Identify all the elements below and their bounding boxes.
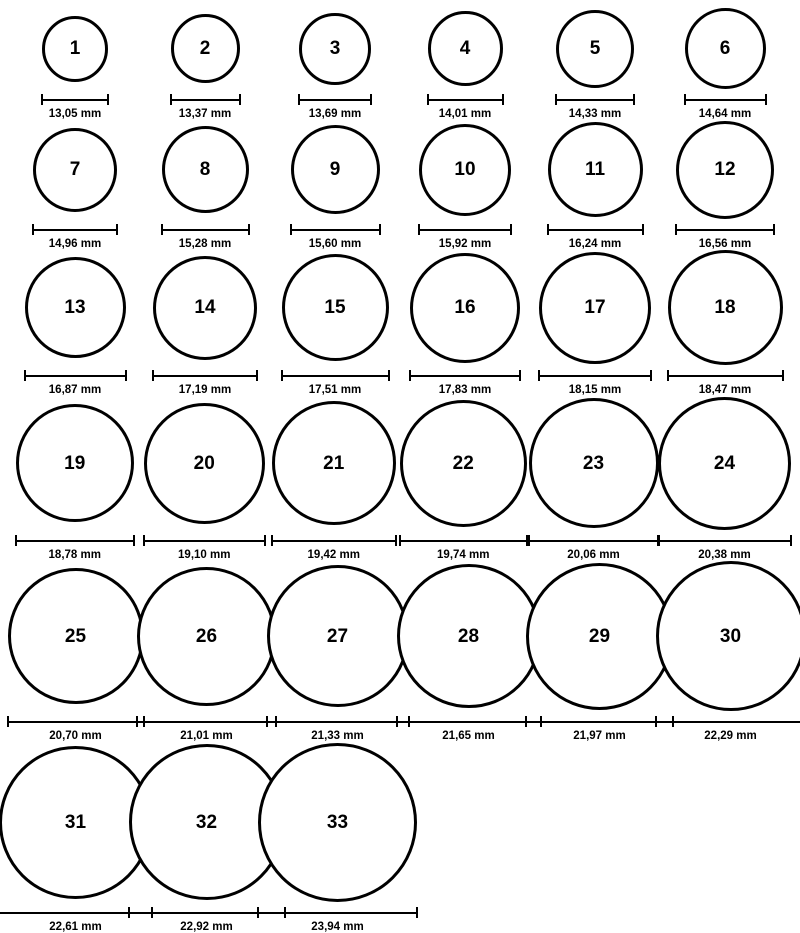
measure-tick-right	[116, 224, 118, 235]
diameter-measure-bar	[24, 370, 127, 381]
ring-diameter-label: 16,56 mm	[699, 239, 751, 251]
ring-diameter-label: 19,74 mm	[437, 550, 489, 562]
ring-circle-wrap	[16, 397, 134, 530]
diameter-measure-bar	[290, 224, 381, 235]
measure-line	[7, 721, 145, 723]
measure-tick-left	[427, 94, 429, 105]
ring-size-number: 3	[330, 39, 341, 58]
ring-row	[10, 743, 790, 933]
ring-circle[interactable]	[400, 400, 527, 527]
ring-circle-wrap	[428, 8, 503, 89]
diameter-measure-bar	[143, 535, 266, 546]
measure-line	[418, 229, 512, 231]
ring-circle[interactable]	[267, 565, 409, 707]
measure-tick-left	[41, 94, 43, 105]
measure-line	[547, 229, 644, 231]
ring-diameter-label: 13,69 mm	[309, 109, 361, 121]
ring-size-cell[interactable]	[660, 121, 790, 251]
measure-line	[41, 99, 109, 101]
measure-line	[32, 229, 118, 231]
measure-line	[152, 375, 258, 377]
measure-tick-right	[107, 94, 109, 105]
ring-circle[interactable]	[144, 403, 265, 524]
ring-size-cell[interactable]	[660, 8, 790, 121]
measure-tick-right	[256, 370, 258, 381]
diameter-measure-bar	[257, 907, 418, 918]
ring-row	[10, 8, 790, 121]
measure-line	[409, 375, 521, 377]
ring-circle[interactable]	[282, 254, 389, 361]
ring-size-number: 11	[585, 160, 605, 179]
ring-diameter-label: 23,94 mm	[311, 922, 363, 933]
ring-circle-wrap	[153, 250, 257, 365]
ring-circle-wrap	[272, 397, 396, 530]
measure-tick-right	[502, 94, 504, 105]
ring-size-cell[interactable]	[665, 561, 796, 743]
ring-diameter-label: 16,24 mm	[569, 239, 621, 251]
measure-tick-left	[15, 535, 17, 546]
measure-tick-right	[519, 370, 521, 381]
ring-diameter-label: 21,33 mm	[311, 731, 363, 743]
ring-size-cell[interactable]	[530, 250, 660, 397]
measure-tick-right	[642, 224, 644, 235]
ring-size-cell[interactable]	[270, 8, 400, 121]
ring-size-number: 32	[196, 813, 217, 832]
measure-tick-left	[266, 716, 268, 727]
diameter-measure-bar	[528, 535, 660, 546]
ring-circle-wrap	[400, 397, 527, 530]
measure-tick-left	[298, 94, 300, 105]
ring-circle[interactable]	[539, 252, 651, 364]
ring-size-number: 9	[330, 160, 341, 179]
measure-line	[538, 375, 652, 377]
diameter-measure-bar	[675, 224, 775, 235]
measure-line	[655, 721, 800, 723]
ring-size-cell[interactable]	[140, 250, 270, 397]
ring-size-number: 1	[70, 39, 81, 58]
measure-tick-left	[152, 370, 154, 381]
ring-circle-wrap	[548, 121, 643, 219]
diameter-measure-bar	[152, 370, 258, 381]
ring-size-number: 8	[200, 160, 211, 179]
diameter-measure-bar	[525, 716, 674, 727]
ring-size-cell[interactable]	[534, 561, 665, 743]
measure-tick-right	[133, 535, 135, 546]
ring-circle-wrap	[397, 561, 541, 711]
ring-size-cell[interactable]	[530, 121, 660, 251]
diameter-measure-bar	[399, 535, 528, 546]
ring-circle[interactable]	[419, 124, 511, 216]
measure-tick-left	[399, 535, 401, 546]
measure-tick-left	[161, 224, 163, 235]
ring-diameter-label: 20,06 mm	[567, 550, 619, 562]
ring-diameter-label: 17,51 mm	[309, 385, 361, 397]
ring-circle[interactable]	[299, 13, 371, 85]
ring-diameter-label: 14,33 mm	[569, 109, 621, 121]
measure-line	[271, 540, 397, 542]
ring-size-cell[interactable]	[141, 743, 272, 933]
ring-row	[10, 397, 790, 562]
diameter-measure-bar	[41, 94, 109, 105]
diameter-measure-bar	[418, 224, 512, 235]
ring-diameter-label: 17,19 mm	[179, 385, 231, 397]
ring-diameter-label: 18,15 mm	[569, 385, 621, 397]
measure-tick-left	[128, 907, 130, 918]
measure-tick-right	[782, 370, 784, 381]
ring-circle[interactable]	[272, 401, 396, 525]
measure-tick-left	[547, 224, 549, 235]
ring-size-cell[interactable]	[399, 397, 529, 562]
ring-size-number: 28	[458, 627, 479, 646]
ring-size-number: 16	[454, 298, 475, 317]
ring-circle[interactable]	[291, 125, 380, 214]
ring-circle-wrap	[526, 561, 673, 711]
ring-size-cell[interactable]	[530, 8, 660, 121]
measure-tick-left	[7, 716, 9, 727]
measure-tick-left	[525, 716, 527, 727]
ring-size-number: 2	[200, 39, 211, 58]
ring-size-cell[interactable]	[403, 561, 534, 743]
ring-circle[interactable]	[656, 561, 800, 711]
ring-circle-wrap	[539, 250, 651, 365]
measure-tick-left	[555, 94, 557, 105]
ring-circle-wrap	[267, 561, 409, 711]
ring-circle[interactable]	[8, 568, 144, 704]
ring-diameter-label: 22,92 mm	[180, 922, 232, 933]
measure-tick-left	[32, 224, 34, 235]
ring-size-cell[interactable]	[400, 8, 530, 121]
ring-size-number: 22	[453, 454, 474, 473]
ring-circle[interactable]	[397, 564, 541, 708]
ring-size-number: 6	[720, 39, 731, 58]
ring-size-cell[interactable]	[10, 8, 140, 121]
ring-size-number: 14	[194, 298, 215, 317]
ring-size-cell[interactable]	[269, 397, 399, 562]
ring-circle-wrap	[658, 397, 791, 530]
ring-circle-wrap	[33, 121, 117, 219]
measure-tick-left	[684, 94, 686, 105]
ring-size-cell[interactable]	[528, 397, 659, 562]
measure-line	[657, 540, 792, 542]
measure-line	[684, 99, 767, 101]
measure-tick-right	[510, 224, 512, 235]
measure-line	[15, 540, 135, 542]
ring-size-cell[interactable]	[140, 8, 270, 121]
ring-row	[10, 250, 790, 397]
diameter-measure-bar	[170, 94, 241, 105]
ring-circle-wrap	[419, 121, 511, 219]
diameter-measure-bar	[271, 535, 397, 546]
measure-line	[257, 912, 418, 914]
ring-size-number: 15	[324, 298, 345, 317]
diameter-measure-bar	[136, 716, 277, 727]
ring-size-number: 5	[590, 39, 601, 58]
measure-line	[161, 229, 250, 231]
ring-circle-wrap	[144, 397, 265, 530]
ring-diameter-label: 19,10 mm	[178, 550, 230, 562]
ring-diameter-label: 22,29 mm	[704, 731, 756, 743]
ring-size-number: 17	[584, 298, 605, 317]
ring-circle-wrap	[282, 250, 389, 365]
ring-diameter-label: 13,37 mm	[179, 109, 231, 121]
ring-diameter-label: 21,01 mm	[180, 731, 232, 743]
measure-line	[24, 375, 127, 377]
measure-tick-right	[650, 370, 652, 381]
ring-diameter-label: 19,42 mm	[308, 550, 360, 562]
ring-circle-wrap	[25, 250, 126, 365]
diameter-measure-bar	[655, 716, 800, 727]
ring-size-cell[interactable]	[659, 397, 790, 562]
ring-diameter-label: 18,47 mm	[699, 385, 751, 397]
measure-tick-left	[409, 370, 411, 381]
measure-tick-right	[125, 370, 127, 381]
measure-line	[281, 375, 390, 377]
ring-diameter-label: 14,96 mm	[49, 239, 101, 251]
ring-circle[interactable]	[529, 398, 659, 528]
ring-size-cell[interactable]	[10, 397, 140, 562]
measure-line	[298, 99, 372, 101]
ring-circle[interactable]	[25, 257, 126, 358]
diameter-measure-bar	[15, 535, 135, 546]
ring-size-cell[interactable]	[660, 250, 790, 397]
measure-tick-right	[379, 224, 381, 235]
measure-line	[427, 99, 504, 101]
ring-circle-wrap	[8, 561, 144, 711]
ring-circle[interactable]	[33, 128, 117, 212]
measure-tick-left	[418, 224, 420, 235]
ring-size-cell[interactable]	[400, 250, 530, 397]
ring-diameter-label: 13,05 mm	[49, 109, 101, 121]
ring-size-number: 30	[720, 627, 741, 646]
measure-line	[396, 721, 542, 723]
measure-line	[555, 99, 635, 101]
ring-circle-wrap	[171, 8, 240, 89]
ring-circle-wrap	[529, 397, 659, 530]
measure-tick-left	[538, 370, 540, 381]
measure-tick-left	[24, 370, 26, 381]
ring-circle-wrap	[291, 121, 380, 219]
ring-circle[interactable]	[153, 256, 257, 360]
ring-size-cell[interactable]	[10, 743, 141, 933]
ring-circle[interactable]	[171, 14, 240, 83]
ring-size-number: 12	[714, 160, 735, 179]
measure-tick-left	[271, 535, 273, 546]
ring-circle[interactable]	[526, 563, 673, 710]
ring-size-cell[interactable]	[10, 121, 140, 251]
measure-line	[136, 721, 277, 723]
ring-size-number: 20	[194, 454, 215, 473]
measure-tick-right	[388, 370, 390, 381]
ring-size-number: 21	[323, 454, 344, 473]
ring-diameter-label: 20,70 mm	[49, 731, 101, 743]
diameter-measure-bar	[538, 370, 652, 381]
ring-circle-wrap	[42, 8, 108, 89]
ring-size-number: 4	[460, 39, 471, 58]
ring-circle[interactable]	[668, 250, 783, 365]
measure-tick-left	[667, 370, 669, 381]
ring-circle[interactable]	[556, 10, 634, 88]
measure-tick-right	[264, 535, 266, 546]
measure-line	[667, 375, 784, 377]
measure-line	[675, 229, 775, 231]
diameter-measure-bar	[396, 716, 542, 727]
measure-line	[528, 540, 660, 542]
ring-diameter-label: 21,97 mm	[573, 731, 625, 743]
ring-circle-wrap	[299, 8, 371, 89]
diameter-measure-bar	[667, 370, 784, 381]
measure-tick-left	[396, 716, 398, 727]
ring-diameter-label: 17,83 mm	[439, 385, 491, 397]
diameter-measure-bar	[684, 94, 767, 105]
ring-circle-wrap	[676, 121, 774, 219]
ring-circle-wrap	[556, 8, 634, 89]
ring-circle[interactable]	[162, 126, 249, 213]
ring-circle[interactable]	[658, 397, 791, 530]
measure-tick-right	[239, 94, 241, 105]
ring-circle[interactable]	[428, 11, 503, 86]
measure-tick-left	[143, 535, 145, 546]
ring-circle-wrap	[685, 8, 766, 89]
ring-circle[interactable]	[16, 404, 134, 522]
measure-tick-left	[528, 535, 530, 546]
ring-size-number: 27	[327, 627, 348, 646]
measure-tick-left	[170, 94, 172, 105]
ring-diameter-label: 14,64 mm	[699, 109, 751, 121]
diameter-measure-bar	[161, 224, 250, 235]
ring-size-cell[interactable]	[272, 743, 403, 933]
measure-tick-left	[657, 535, 659, 546]
ring-size-number: 18	[714, 298, 735, 317]
ring-diameter-label: 20,38 mm	[698, 550, 750, 562]
ring-circle[interactable]	[676, 121, 774, 219]
diameter-measure-bar	[281, 370, 390, 381]
ring-diameter-label: 14,01 mm	[439, 109, 491, 121]
measure-line	[266, 721, 410, 723]
ring-size-number: 24	[714, 454, 735, 473]
ring-diameter-label: 18,78 mm	[49, 550, 101, 562]
ring-circle-wrap	[656, 561, 800, 711]
diameter-measure-bar	[298, 94, 372, 105]
ring-size-cell[interactable]	[272, 561, 403, 743]
ring-diameter-label: 21,65 mm	[442, 731, 494, 743]
ring-row	[10, 121, 790, 251]
ring-size-number: 10	[454, 160, 475, 179]
ring-size-cell[interactable]	[140, 121, 270, 251]
ring-circle[interactable]	[548, 122, 643, 217]
measure-tick-right	[773, 224, 775, 235]
measure-tick-left	[136, 716, 138, 727]
measure-tick-right	[416, 907, 418, 918]
ring-size-number: 19	[64, 454, 85, 473]
measure-tick-left	[290, 224, 292, 235]
ring-diameter-label: 15,28 mm	[179, 239, 231, 251]
ring-circle-wrap	[137, 561, 276, 711]
measure-line	[525, 721, 674, 723]
ring-circle-wrap	[258, 743, 417, 902]
ring-size-number: 31	[65, 813, 86, 832]
measure-tick-left	[675, 224, 677, 235]
ring-size-number: 23	[583, 454, 604, 473]
ring-size-cell[interactable]	[270, 121, 400, 251]
ring-circle-wrap	[162, 121, 249, 219]
measure-line	[290, 229, 381, 231]
measure-tick-right	[790, 535, 792, 546]
ring-size-number: 29	[589, 627, 610, 646]
ring-size-cell[interactable]	[10, 561, 141, 743]
measure-tick-right	[633, 94, 635, 105]
ring-size-number: 25	[65, 627, 86, 646]
diameter-measure-bar	[547, 224, 644, 235]
diameter-measure-bar	[409, 370, 521, 381]
measure-tick-right	[395, 535, 397, 546]
ring-size-cell[interactable]	[270, 250, 400, 397]
ring-diameter-label: 15,60 mm	[309, 239, 361, 251]
ring-size-number: 7	[70, 160, 81, 179]
ring-size-number: 26	[196, 627, 217, 646]
measure-tick-right	[370, 94, 372, 105]
ring-size-cell[interactable]	[10, 250, 140, 397]
ring-circle-wrap	[668, 250, 783, 365]
ring-circle[interactable]	[410, 253, 520, 363]
diameter-measure-bar	[32, 224, 118, 235]
diameter-measure-bar	[266, 716, 410, 727]
ring-circle[interactable]	[137, 567, 276, 706]
ring-circle[interactable]	[685, 8, 766, 89]
measure-tick-right	[765, 94, 767, 105]
ring-size-cell[interactable]	[140, 397, 270, 562]
ring-size-number: 13	[64, 298, 85, 317]
diameter-measure-bar	[657, 535, 792, 546]
ring-diameter-label: 16,87 mm	[49, 385, 101, 397]
ring-size-cell[interactable]	[400, 121, 530, 251]
ring-size-cell[interactable]	[141, 561, 272, 743]
measure-tick-right	[248, 224, 250, 235]
diameter-measure-bar	[555, 94, 635, 105]
ring-size-number: 33	[327, 813, 348, 832]
ring-diameter-label: 22,61 mm	[49, 922, 101, 933]
diameter-measure-bar	[7, 716, 145, 727]
measure-tick-left	[257, 907, 259, 918]
measure-line	[170, 99, 241, 101]
ring-circle[interactable]	[258, 743, 417, 902]
ring-circle-wrap	[410, 250, 520, 365]
ring-diameter-label: 15,92 mm	[439, 239, 491, 251]
measure-tick-left	[281, 370, 283, 381]
diameter-measure-bar	[427, 94, 504, 105]
measure-tick-left	[655, 716, 657, 727]
ring-row	[10, 561, 790, 743]
measure-line	[399, 540, 528, 542]
ring-circle[interactable]	[42, 16, 108, 82]
measure-line	[143, 540, 266, 542]
